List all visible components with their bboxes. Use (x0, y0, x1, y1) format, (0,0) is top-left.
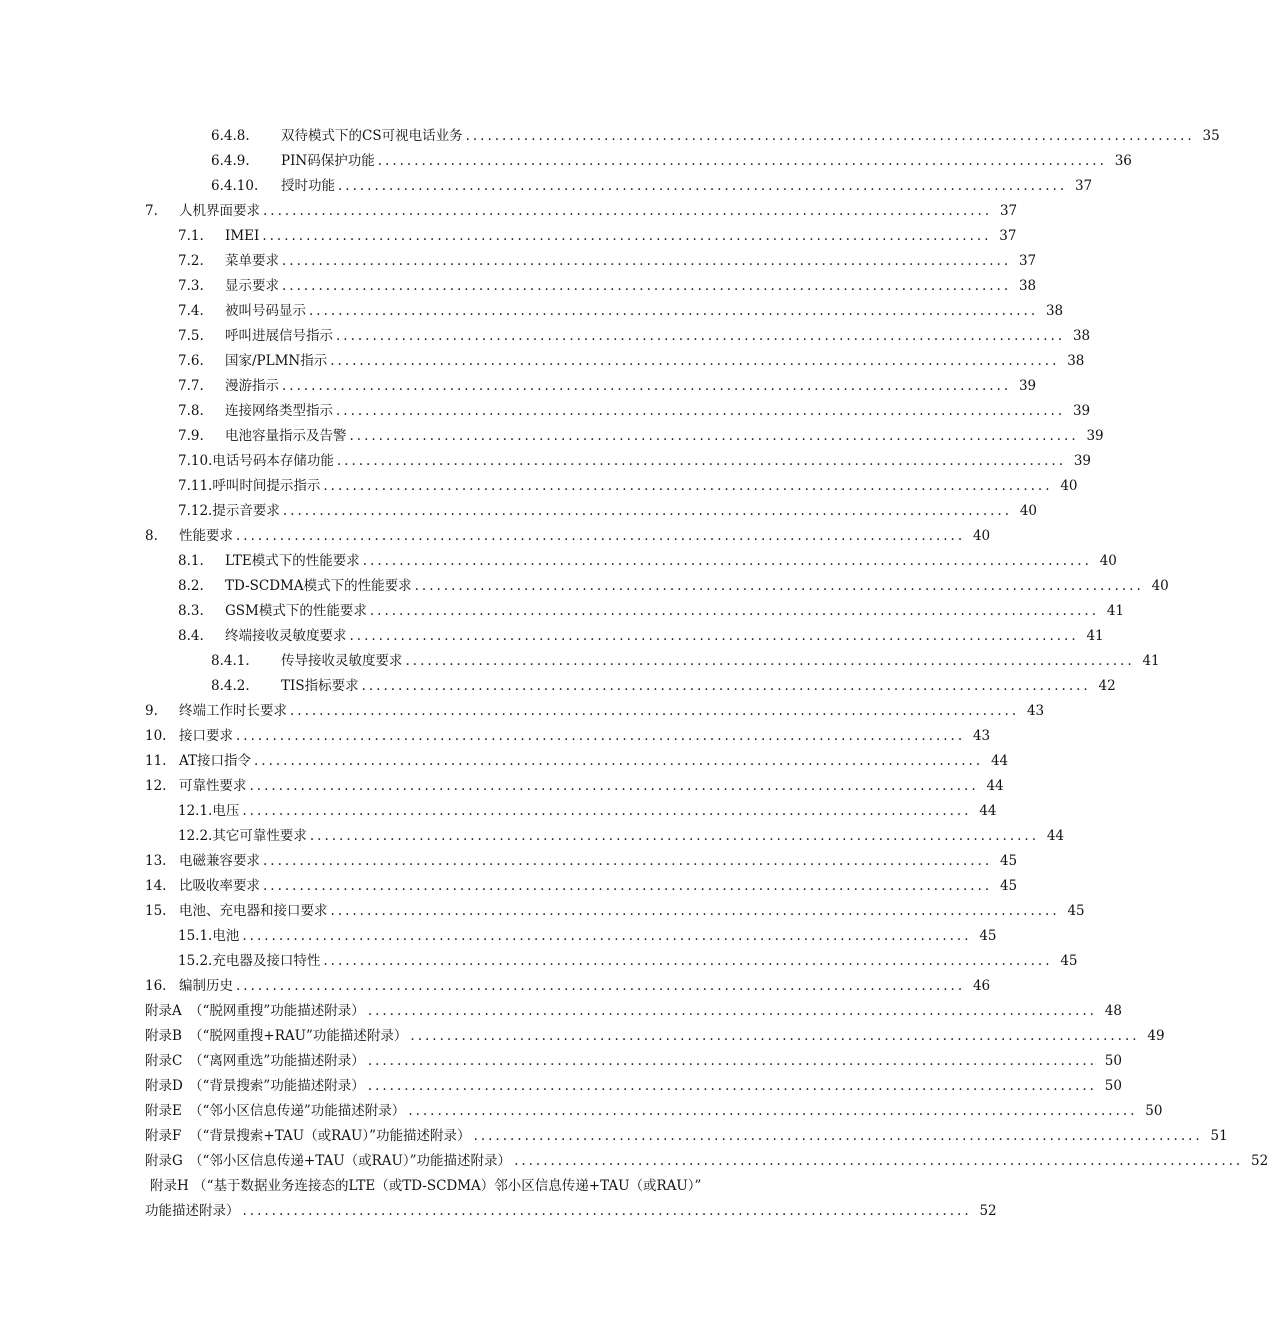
toc-number: 7.7. (178, 378, 204, 394)
toc-page: 46 (972, 978, 991, 994)
toc-leader: .................................................................................................... (236, 528, 966, 544)
toc-leader: .................................................................................................... (309, 828, 1039, 844)
toc-entry[interactable] (145, 874, 1018, 899)
toc-entry[interactable] (178, 249, 1037, 274)
toc-title: 接口要求 (179, 728, 233, 744)
toc-page: 44 (986, 778, 1004, 794)
toc-leader: .................................................................................................... (408, 1103, 1138, 1119)
toc-entry[interactable] (145, 724, 991, 749)
toc-leader: .................................................................................................... (282, 378, 1012, 394)
toc-number: 16. (145, 978, 167, 994)
toc-leader: .................................................................................................... (330, 353, 1060, 369)
toc-title: （“离网重选”功能描述附录） (189, 1053, 365, 1069)
toc-title: TIS指标要求 (281, 678, 359, 694)
toc-page: 37 (1018, 253, 1037, 269)
toc-title: 功能描述附录） (145, 1203, 240, 1219)
toc-page: 38 (1045, 303, 1064, 319)
toc-number: 11. (145, 753, 167, 769)
toc-leader: .................................................................................................... (336, 453, 1066, 469)
toc-entry[interactable] (145, 974, 991, 999)
toc-page: 40 (1019, 503, 1037, 519)
toc-title: 其它可靠性要求 (212, 828, 307, 844)
toc-title: 电池 (212, 928, 240, 944)
toc-leader: .................................................................................................... (323, 953, 1053, 969)
toc-leader: .................................................................................................... (362, 553, 1092, 569)
toc-number: 7.9. (178, 428, 204, 444)
toc-entry[interactable] (145, 1049, 1122, 1074)
toc-page: 52 (979, 1203, 997, 1219)
toc-number: 7.12. (178, 503, 213, 519)
toc-number: 12. (145, 778, 167, 794)
toc-leader: .................................................................................................... (330, 903, 1060, 919)
toc-page: 38 (1018, 278, 1037, 294)
toc-leader: .................................................................................................... (236, 978, 966, 994)
toc-title: 提示音要求 (212, 503, 280, 519)
toc-page: 35 (1202, 128, 1220, 144)
toc-title: 编制历史 (179, 978, 233, 994)
toc-page: 40 (972, 528, 991, 544)
toc-page: 38 (1067, 353, 1085, 369)
toc-leader: .................................................................................................... (465, 128, 1195, 144)
toc-page: 39 (1018, 378, 1037, 394)
toc-number: 8.1. (178, 553, 204, 569)
toc-page: 37 (1074, 178, 1093, 194)
toc-leader: .................................................................................................... (338, 178, 1068, 194)
toc-title: （“背景搜索”功能描述附录） (189, 1078, 365, 1094)
toc-leader: .................................................................................................... (282, 253, 1012, 269)
toc-number: 7.1. (178, 228, 204, 244)
toc-title: 性能要求 (179, 528, 233, 544)
toc-title: 电压 (212, 803, 240, 819)
toc-entry[interactable] (211, 674, 1116, 699)
toc-leader: .................................................................................................... (254, 753, 984, 769)
toc-number: 14. (145, 878, 167, 894)
toc-page: 41 (1086, 628, 1104, 644)
toc-title: （“脱网重搜+RAU”功能描述附录） (189, 1028, 408, 1044)
toc-page: 40 (1060, 478, 1078, 494)
toc-number: 10. (145, 728, 167, 744)
toc-leader: .................................................................................................... (514, 1153, 1244, 1169)
toc-number: 7.4. (178, 303, 204, 319)
toc-page: 42 (1098, 678, 1116, 694)
toc-leader: .................................................................................................... (410, 1028, 1140, 1044)
toc-title: 终端工作时长要求 (179, 703, 287, 719)
toc-number: 8.2. (178, 578, 204, 594)
toc-number: 附录B (145, 1028, 182, 1044)
toc-page: 41 (1106, 603, 1124, 619)
toc-number: 12.2. (178, 828, 213, 844)
toc-entry[interactable] (178, 324, 1091, 349)
toc-title: 漫游指示 (225, 378, 279, 394)
toc-entry[interactable] (145, 1024, 1165, 1049)
toc-number: 8.3. (178, 603, 204, 619)
toc-entry-appendix-h-line1[interactable]: 附录H （“基于数据业务连接态的LTE（或TD-SCDMA）邻小区信息传递+TAU（或RAU）” (150, 1178, 702, 1194)
toc-leader: .................................................................................................... (336, 328, 1066, 344)
toc-leader: .................................................................................................... (361, 678, 1091, 694)
toc-entry[interactable] (178, 924, 997, 949)
toc-leader: .................................................................................................... (309, 303, 1039, 319)
toc-leader: .................................................................................................... (236, 728, 966, 744)
toc-leader: .................................................................................................... (263, 878, 993, 894)
toc-page: 50 (1104, 1078, 1122, 1094)
toc-number: 6.4.9. (211, 153, 250, 169)
toc-title: GSM模式下的性能要求 (225, 603, 367, 619)
toc-entry[interactable] (178, 374, 1037, 399)
toc-leader: .................................................................................................... (336, 403, 1066, 419)
toc-entry[interactable] (178, 624, 1104, 649)
toc-leader: .................................................................................................... (262, 228, 992, 244)
toc-entry[interactable] (178, 599, 1124, 624)
toc-leader: .................................................................................................... (414, 578, 1144, 594)
toc-page: 50 (1145, 1103, 1163, 1119)
toc-page: 39 (1072, 403, 1091, 419)
toc-entry[interactable] (178, 574, 1169, 599)
toc-title: AT接口指令 (179, 753, 252, 769)
toc-title: 充电器及接口特性 (212, 953, 321, 969)
toc-number: 15. (145, 903, 167, 919)
toc-entry[interactable] (211, 124, 1220, 149)
toc-number: 8. (145, 528, 158, 544)
toc-title: 呼叫进展信号指示 (225, 328, 333, 344)
toc-leader: .................................................................................................... (249, 778, 979, 794)
toc-entry[interactable] (178, 399, 1091, 424)
toc-leader: .................................................................................................... (367, 1003, 1097, 1019)
toc-number: 附录C (145, 1053, 183, 1069)
toc-entry[interactable] (145, 749, 1009, 774)
toc-number: 附录E (145, 1103, 182, 1119)
toc-entry[interactable] (211, 174, 1093, 199)
toc-page: 45 (999, 878, 1018, 894)
toc-leader: .................................................................................................... (323, 478, 1053, 494)
toc-page: 44 (990, 753, 1009, 769)
toc-title: 国家/PLMN指示 (225, 353, 328, 369)
toc-entry[interactable] (145, 999, 1122, 1024)
toc-title: 连接网络类型指示 (225, 403, 333, 419)
toc-leader: .................................................................................................... (242, 803, 972, 819)
toc-leader: .................................................................................................... (349, 428, 1079, 444)
toc-page: 37 (999, 203, 1018, 219)
toc-entry[interactable] (145, 524, 991, 549)
toc-number: 6.4.10. (211, 178, 259, 194)
toc-entry[interactable] (145, 1074, 1122, 1099)
toc-page: 45 (1067, 903, 1085, 919)
toc-leader: .................................................................................................... (405, 653, 1135, 669)
toc-leader: .................................................................................................... (263, 853, 993, 869)
toc-entry[interactable] (178, 274, 1037, 299)
toc-leader: .................................................................................................... (282, 278, 1012, 294)
toc-leader: .................................................................................................... (377, 153, 1107, 169)
toc-entry-appendix-h-line2[interactable] (145, 1199, 997, 1224)
toc-title: （“邻小区信息传递+TAU（或RAU）”功能描述附录） (189, 1153, 512, 1169)
toc-leader: .................................................................................................... (242, 1203, 972, 1219)
toc-title: LTE模式下的性能要求 (225, 553, 360, 569)
toc-title: 人机界面要求 (179, 203, 260, 219)
toc-number: 8.4.1. (211, 653, 250, 669)
toc-entry[interactable] (145, 774, 1004, 799)
toc-entry[interactable] (211, 149, 1132, 174)
toc-entry[interactable] (178, 449, 1091, 474)
toc-entry[interactable] (145, 1124, 1228, 1149)
toc-title: （“背景搜索+TAU（或RAU）”功能描述附录） (189, 1128, 471, 1144)
toc-number: 附录F (145, 1128, 182, 1144)
toc-number: 7.8. (178, 403, 204, 419)
toc-page: 51 (1210, 1128, 1228, 1144)
toc-number: 7. (145, 203, 158, 219)
toc-title: 传导接收灵敏度要求 (281, 653, 403, 669)
toc-number: 7.5. (178, 328, 204, 344)
toc-number: 7.3. (178, 278, 204, 294)
toc-number: 附录D (145, 1078, 183, 1094)
toc-leader: .................................................................................................... (349, 628, 1079, 644)
toc-number: 8.4. (178, 628, 204, 644)
toc-entry[interactable] (178, 299, 1064, 324)
toc-title: 电话号码本存储功能 (212, 453, 334, 469)
toc-entry[interactable] (178, 349, 1085, 374)
toc-leader: .................................................................................................... (367, 1078, 1097, 1094)
toc-number: 7.6. (178, 353, 204, 369)
toc-title: TD-SCDMA模式下的性能要求 (225, 578, 412, 594)
toc-number: 15.1. (178, 928, 213, 944)
toc-title: （“邻小区信息传递”功能描述附录） (189, 1103, 406, 1119)
toc-leader: .................................................................................................... (290, 703, 1020, 719)
toc-number: 附录A (145, 1003, 182, 1019)
toc-page: 48 (1104, 1003, 1122, 1019)
toc-page: 43 (1026, 703, 1045, 719)
toc-number: 7.11. (178, 478, 213, 494)
toc-title: （“脱网重搜”功能描述附录） (189, 1003, 365, 1019)
toc-number: 12.1. (178, 803, 213, 819)
toc-page: 40 (1151, 578, 1169, 594)
toc-page: 45 (979, 928, 997, 944)
toc-page: 44 (979, 803, 997, 819)
toc-page: 37 (999, 228, 1017, 244)
toc-title: 电池容量指示及告警 (225, 428, 347, 444)
toc-page: 38 (1072, 328, 1091, 344)
toc-page: 43 (972, 728, 991, 744)
toc-page: 41 (1142, 653, 1160, 669)
toc-title: 终端接收灵敏度要求 (225, 628, 347, 644)
toc-leader: .................................................................................................... (369, 603, 1099, 619)
toc-number: 15.2. (178, 953, 213, 969)
toc-number: 附录G (145, 1153, 183, 1169)
toc-title: 电池、充电器和接口要求 (179, 903, 328, 919)
toc-entry[interactable] (145, 849, 1018, 874)
toc-leader: .................................................................................................... (242, 928, 972, 944)
toc-page: 44 (1046, 828, 1064, 844)
toc-number: 6.4.8. (211, 128, 250, 144)
toc-page: 39 (1073, 453, 1091, 469)
toc-entry[interactable] (178, 224, 1017, 249)
toc-number: 9. (145, 703, 158, 719)
toc-title: 授时功能 (281, 178, 335, 194)
toc-title: PIN码保护功能 (281, 153, 375, 169)
toc-page: 36 (1114, 153, 1132, 169)
toc-entry[interactable] (145, 199, 1018, 224)
toc-entry[interactable] (145, 1099, 1163, 1124)
toc-leader: .................................................................................................... (473, 1128, 1203, 1144)
toc-page: 49 (1147, 1028, 1165, 1044)
toc-title: 比吸收率要求 (179, 878, 260, 894)
toc-leader: .................................................................................................... (367, 1053, 1097, 1069)
toc-entry[interactable] (145, 1149, 1268, 1174)
toc-title: IMEI (225, 228, 260, 244)
toc-title: 呼叫时间提示指示 (212, 478, 321, 494)
toc-entry[interactable] (145, 699, 1045, 724)
toc-page: 40 (1099, 553, 1117, 569)
toc-page: 39 (1086, 428, 1104, 444)
toc-entry[interactable] (178, 499, 1037, 524)
toc-leader: .................................................................................................... (282, 503, 1012, 519)
toc-entry[interactable] (178, 949, 1078, 974)
toc-page: 45 (1060, 953, 1078, 969)
toc-entry[interactable] (178, 824, 1064, 849)
toc-page: 50 (1104, 1053, 1122, 1069)
toc-number: 8.4.2. (211, 678, 250, 694)
toc-title: 电磁兼容要求 (179, 853, 260, 869)
toc-entry[interactable] (178, 424, 1104, 449)
toc-entry[interactable] (178, 799, 997, 824)
toc-number: 13. (145, 853, 167, 869)
toc-title: 菜单要求 (225, 253, 279, 269)
toc-leader: .................................................................................................... (263, 203, 993, 219)
toc-page: 52 (1251, 1153, 1268, 1169)
toc-number: 7.2. (178, 253, 204, 269)
toc-page: 45 (999, 853, 1018, 869)
toc-title: 被叫号码显示 (225, 303, 306, 319)
toc-entry[interactable] (178, 474, 1078, 499)
toc-entry[interactable] (211, 649, 1160, 674)
toc-entry[interactable] (178, 549, 1117, 574)
toc-title: 显示要求 (225, 278, 279, 294)
toc-number: 7.10. (178, 453, 213, 469)
toc-title: 双待模式下的CS可视电话业务 (281, 128, 463, 144)
toc-entry[interactable] (145, 899, 1085, 924)
toc-title: 可靠性要求 (179, 778, 247, 794)
